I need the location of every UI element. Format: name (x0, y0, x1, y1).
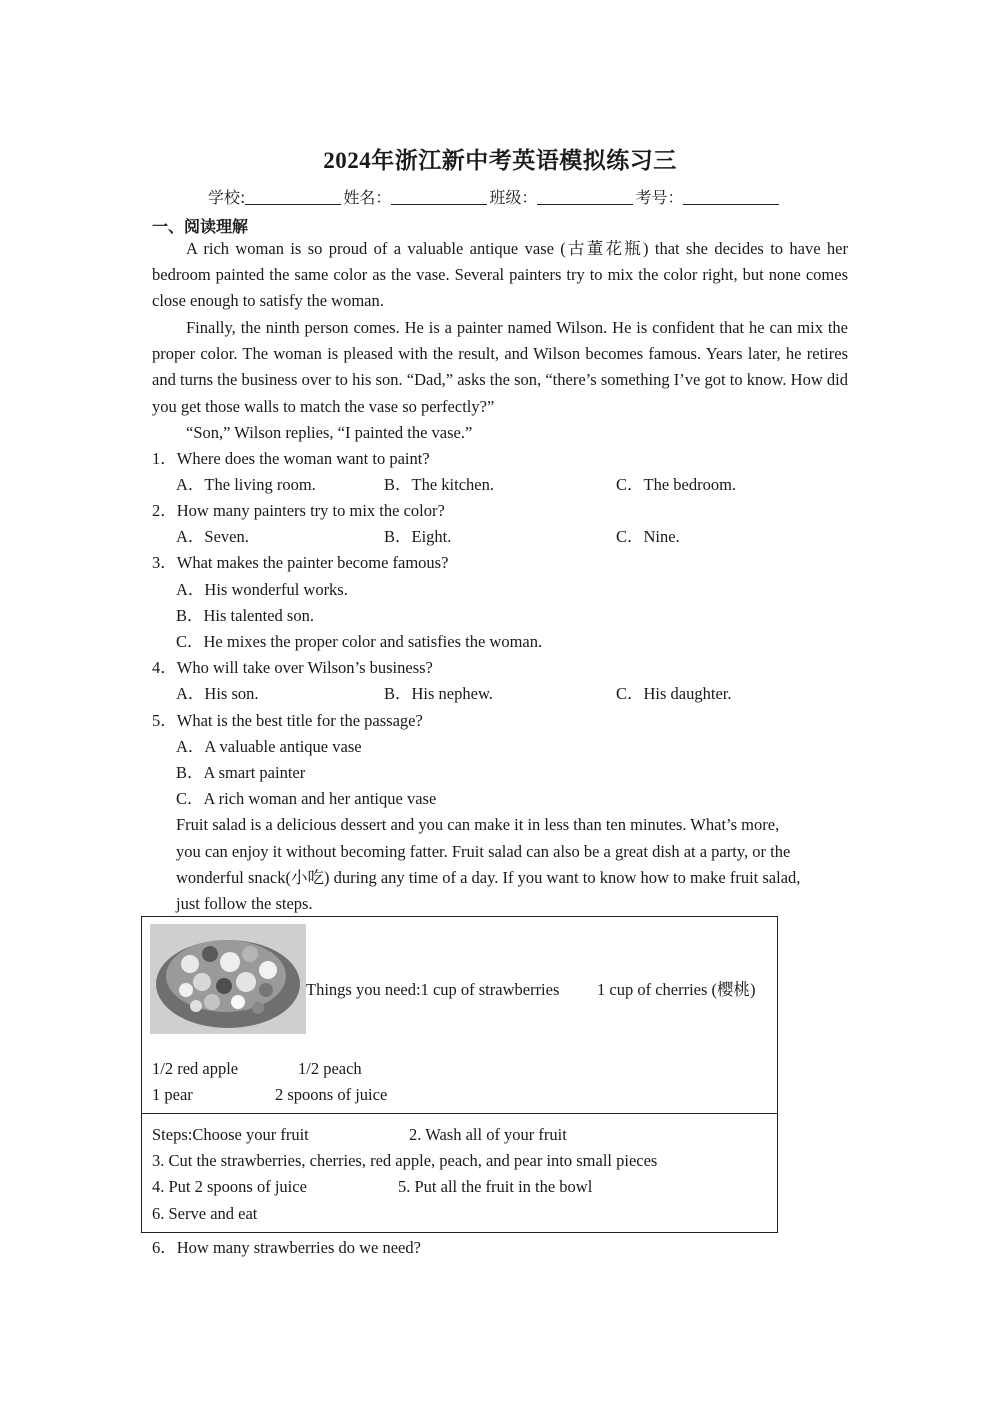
q5-option-c[interactable]: C．A rich woman and her antique vase (176, 789, 437, 808)
step-4: 4. Put 2 spoons of juice (152, 1177, 307, 1196)
section-title: 一、阅读理解 (152, 217, 249, 236)
passage2-line-1: Fruit salad is a delicious dessert and you can make it in less than ten minutes. What’s more, (176, 815, 780, 834)
school-label: 学校: (208, 188, 246, 207)
q3-option-b[interactable]: B．His talented son. (176, 606, 314, 625)
number-blank[interactable] (683, 188, 779, 205)
passage1-paragraph3: “Son,” Wilson replies, “I painted the vase.” (186, 423, 473, 442)
passage2-line-2: you can enjoy it without becoming fatter. Fruit salad can also be a great dish at a party, or the (176, 842, 791, 861)
step-3: 3. Cut the strawberries, cherries, red apple, peach, and pear into small pieces (152, 1151, 658, 1170)
q2-option-b[interactable]: B．Eight. (384, 527, 452, 546)
q5-option-b[interactable]: B．A smart painter (176, 763, 306, 782)
number-label: 考号： (635, 188, 684, 207)
ingredient-cherries: 1 cup of cherries (樱桃) (597, 980, 756, 999)
exam-title: 2024年浙江新中考英语模拟练习三 (323, 148, 677, 173)
step-6: 6. Serve and eat (152, 1204, 258, 1223)
q1-option-a[interactable]: A．The living room. (176, 475, 316, 494)
class-blank[interactable] (537, 188, 633, 205)
things-you-need: Things you need:1 cup of strawberries (306, 980, 560, 999)
ingredient-pear: 1 pear (152, 1085, 193, 1104)
q4-option-b[interactable]: B．His nephew. (384, 684, 493, 703)
school-blank[interactable] (245, 188, 341, 205)
question-4: 4．Who will take over Wilson’s business? (152, 658, 433, 677)
question-5: 5．What is the best title for the passage? (152, 711, 423, 730)
name-label: 姓名： (343, 188, 392, 207)
passage2-line-3: wonderful snack(小吃) during any time of a day. If you want to know how to make fruit salad, (176, 868, 801, 887)
ingredient-peach: 1/2 peach (298, 1059, 362, 1078)
ingredient-apple: 1/2 red apple (152, 1059, 239, 1078)
name-blank[interactable] (391, 188, 487, 205)
step-5: 5. Put all the fruit in the bowl (398, 1177, 593, 1196)
passage2-line-4: just follow the steps. (176, 894, 313, 913)
q2-option-c[interactable]: C．Nine. (616, 527, 680, 546)
question-1: 1．Where does the woman want to paint? (152, 449, 430, 468)
passage1-paragraph2: Finally, the ninth person comes. He is a painter named Wilson. He is confident that he can mix the proper color. The woman is pleased with the result, and Wilson becomes famous. Years later, he retires and turns the business over to his son. “Dad,” asks the son, “there’s something I’ve got to know. How did you get those walls to match the vase so perfectly?” (152, 318, 848, 416)
question-6: 6．How many strawberries do we need? (152, 1238, 421, 1257)
q3-option-c[interactable]: C．He mixes the proper color and satisfies the woman. (176, 632, 543, 651)
passage1-paragraph1: A rich woman is so proud of a valuable antique vase (古董花瓶) that she decides to have her bedroom painted the same color as the vase. Several painters try to mix the color right, but none comes close enough to satisfy the woman. (152, 239, 848, 311)
step-1: Steps:Choose your fruit (152, 1125, 309, 1144)
step-2: 2. Wash all of your fruit (409, 1125, 567, 1144)
fruit-salad-image (150, 924, 306, 1034)
q4-option-a[interactable]: A．His son. (176, 684, 259, 703)
student-info-line (208, 185, 781, 208)
q4-option-c[interactable]: C．His daughter. (616, 684, 732, 703)
class-label: 班级： (489, 188, 538, 207)
q1-option-b[interactable]: B．The kitchen. (384, 475, 494, 494)
question-2: 2．How many painters try to mix the color? (152, 501, 445, 520)
q5-option-a[interactable]: A．A valuable antique vase (176, 737, 362, 756)
question-3: 3．What makes the painter become famous? (152, 553, 449, 572)
ingredient-juice: 2 spoons of juice (275, 1085, 388, 1104)
q1-option-c[interactable]: C．The bedroom. (616, 475, 737, 494)
q2-option-a[interactable]: A．Seven. (176, 527, 249, 546)
q3-option-a[interactable]: A．His wonderful works. (176, 580, 348, 599)
